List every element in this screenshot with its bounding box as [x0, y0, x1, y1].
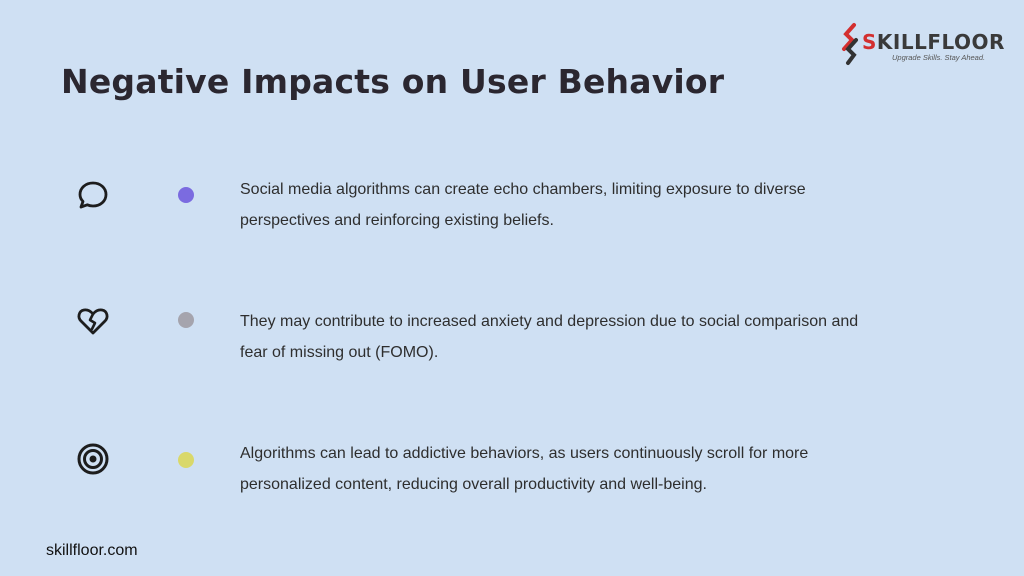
speech-bubble-icon	[76, 178, 110, 212]
bullet-dot	[178, 312, 194, 328]
list-item	[0, 438, 1024, 498]
logo-wordmark: SKILLFLOOR	[862, 30, 1005, 54]
footer-url: skillfloor.com	[46, 542, 138, 559]
brand-logo	[840, 22, 1005, 68]
page-title: Negative Impacts on User Behavior	[61, 62, 725, 101]
logo-tagline: Upgrade Skills. Stay Ahead.	[892, 53, 986, 62]
target-icon	[76, 442, 110, 476]
list-item	[0, 174, 1024, 234]
logo-mark-icon	[840, 22, 862, 66]
bullet-dot	[178, 452, 194, 468]
bullet-dot	[178, 187, 194, 203]
broken-heart-icon	[76, 304, 110, 338]
list-item	[0, 306, 1024, 366]
point-text: Social media algorithms can create echo chambers, limiting exposure to diverse perspectives and reinforcing existing beliefs.	[240, 181, 806, 229]
point-text: They may contribute to increased anxiety and depression due to social comparison and fear of missing out (FOMO).	[240, 313, 859, 361]
point-text: Algorithms can lead to addictive behaviors, as users continuously scroll for more personalized content, reducing overall productivity and well-being.	[240, 445, 809, 493]
